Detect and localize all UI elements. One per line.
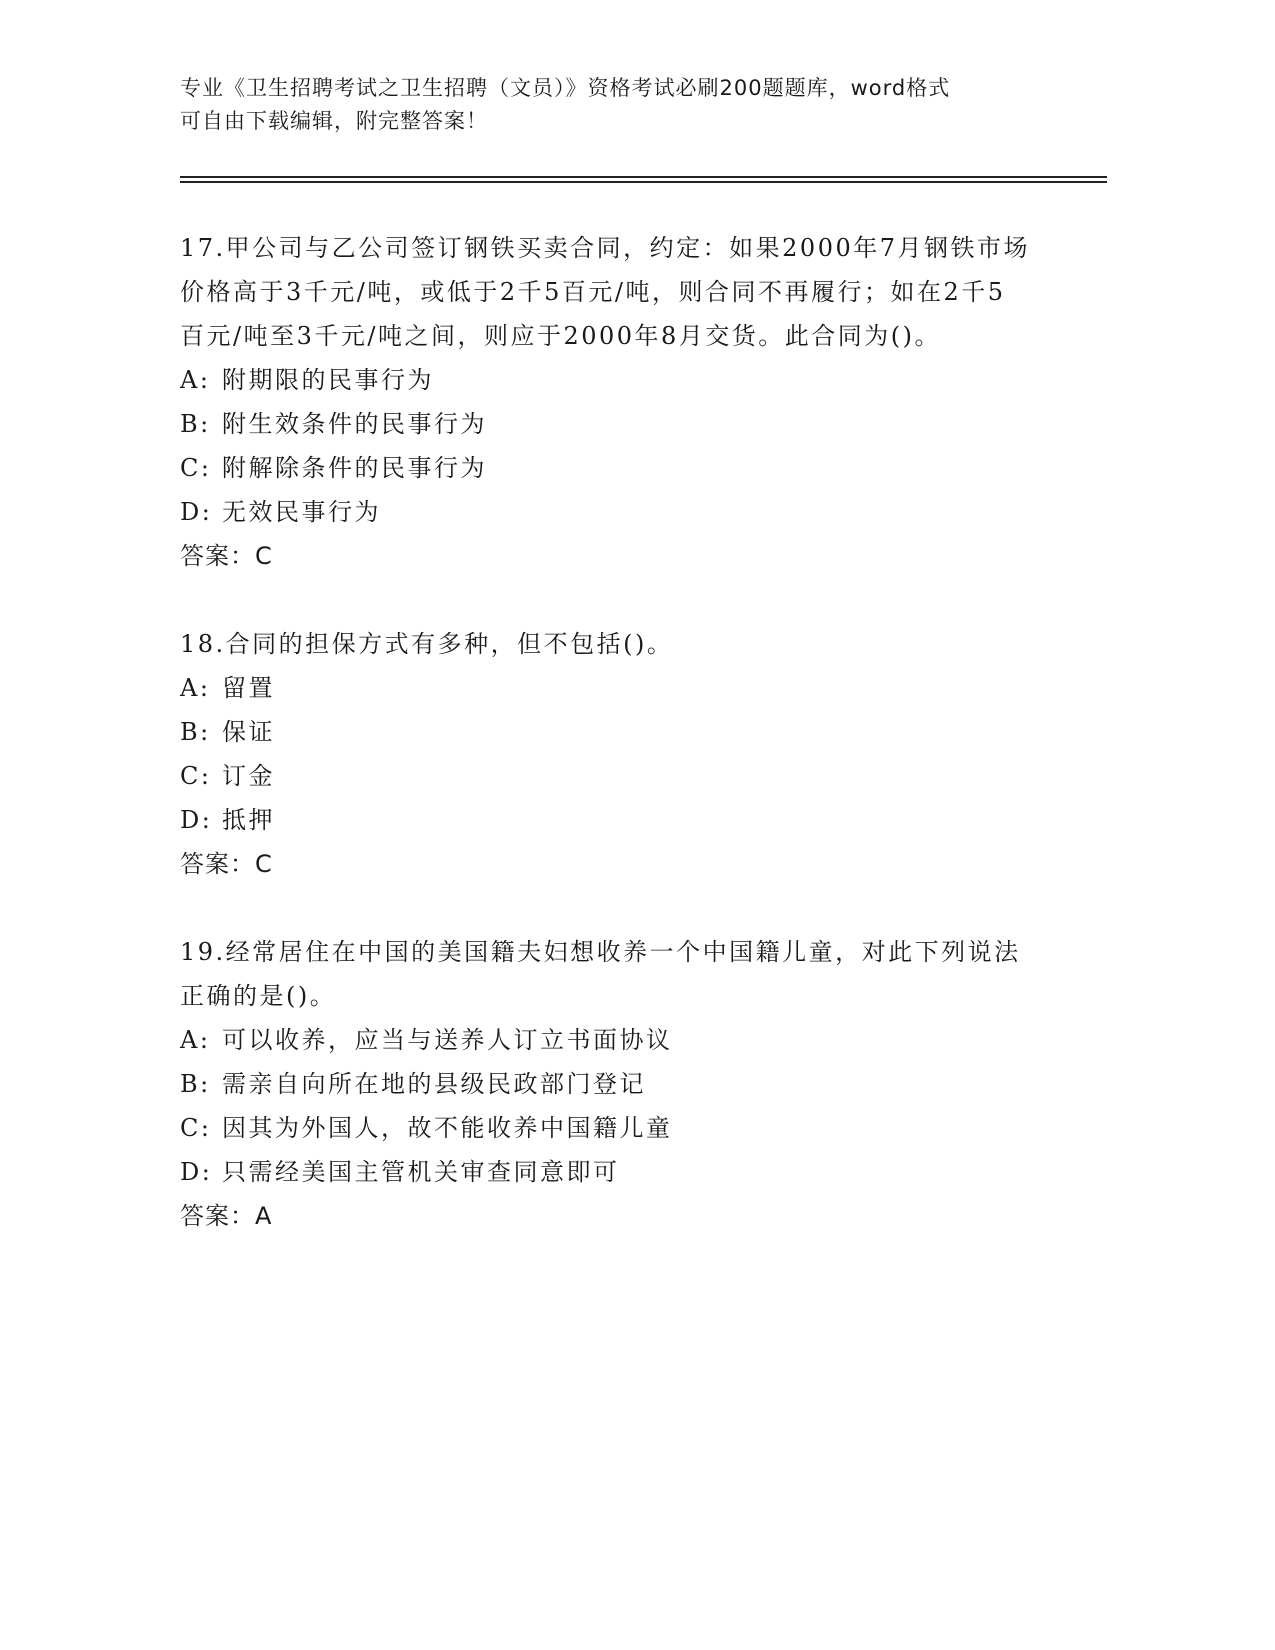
option-text: 只需经美国主管机关审查同意即可 — [222, 1158, 620, 1186]
question-text: 18.合同的担保方式有多种，但不包括()。 — [180, 630, 674, 658]
option-text: 无效民事行为 — [222, 498, 381, 526]
option-letter: D: — [180, 1158, 213, 1186]
question-18 — [180, 622, 1030, 886]
option-text: 订金 — [222, 762, 275, 790]
option-letter: B: — [180, 1070, 211, 1098]
option-letter: A: — [180, 366, 211, 394]
option-letter: D: — [180, 498, 213, 526]
option-letter: A: — [180, 1026, 211, 1054]
option-c — [180, 754, 1030, 798]
question-text: 17.甲公司与乙公司签订钢铁买卖合同，约定：如果2000年7月钢铁市场价格高于3千元/吨，或低于2千5百元/吨，则合同不再履行；如在2千5百元/吨至3千元/吨之间，则应于2000年8月交货。此合同为()。 — [180, 234, 1031, 350]
header-line-2: 可自由下载编辑，附完整答案！ — [180, 109, 488, 133]
option-a — [180, 358, 1030, 402]
option-c — [180, 446, 1030, 490]
question-text: 19.经常居住在中国的美国籍夫妇想收养一个中国籍儿童，对此下列说法正确的是()。 — [180, 938, 1021, 1010]
header-divider-top — [180, 176, 1107, 178]
option-d — [180, 798, 1030, 842]
option-letter: C: — [180, 762, 212, 790]
option-b — [180, 1062, 1030, 1106]
option-b — [180, 402, 1030, 446]
option-text: 需亲自向所在地的县级民政部门登记 — [222, 1070, 646, 1098]
question-list — [180, 226, 1030, 1238]
option-text: 可以收养，应当与送养人订立书面协议 — [222, 1026, 673, 1054]
option-letter: C: — [180, 454, 212, 482]
option-text: 保证 — [222, 718, 275, 746]
option-a — [180, 666, 1030, 710]
option-letter: C: — [180, 1114, 212, 1142]
option-b — [180, 710, 1030, 754]
question-17 — [180, 226, 1030, 578]
option-text: 附期限的民事行为 — [222, 366, 434, 394]
option-text: 附解除条件的民事行为 — [222, 454, 487, 482]
header-line-1: 专业《卫生招聘考试之卫生招聘（文员）》资格考试必刷200题题库，word格式 — [180, 76, 951, 100]
option-letter: D: — [180, 806, 213, 834]
option-d — [180, 490, 1030, 534]
option-text: 因其为外国人，故不能收养中国籍儿童 — [222, 1114, 673, 1142]
answer-line: 答案：C — [180, 850, 273, 878]
document-header — [180, 72, 1040, 138]
question-19 — [180, 930, 1030, 1238]
answer-line: 答案：A — [180, 1202, 273, 1230]
option-text: 留置 — [222, 674, 275, 702]
option-d — [180, 1150, 1030, 1194]
answer-line: 答案：C — [180, 542, 273, 570]
option-letter: B: — [180, 718, 211, 746]
option-text: 附生效条件的民事行为 — [222, 410, 487, 438]
header-divider-bottom — [180, 181, 1107, 183]
option-letter: B: — [180, 410, 211, 438]
option-a — [180, 1018, 1030, 1062]
option-letter: A: — [180, 674, 211, 702]
option-c — [180, 1106, 1030, 1150]
option-text: 抵押 — [222, 806, 275, 834]
